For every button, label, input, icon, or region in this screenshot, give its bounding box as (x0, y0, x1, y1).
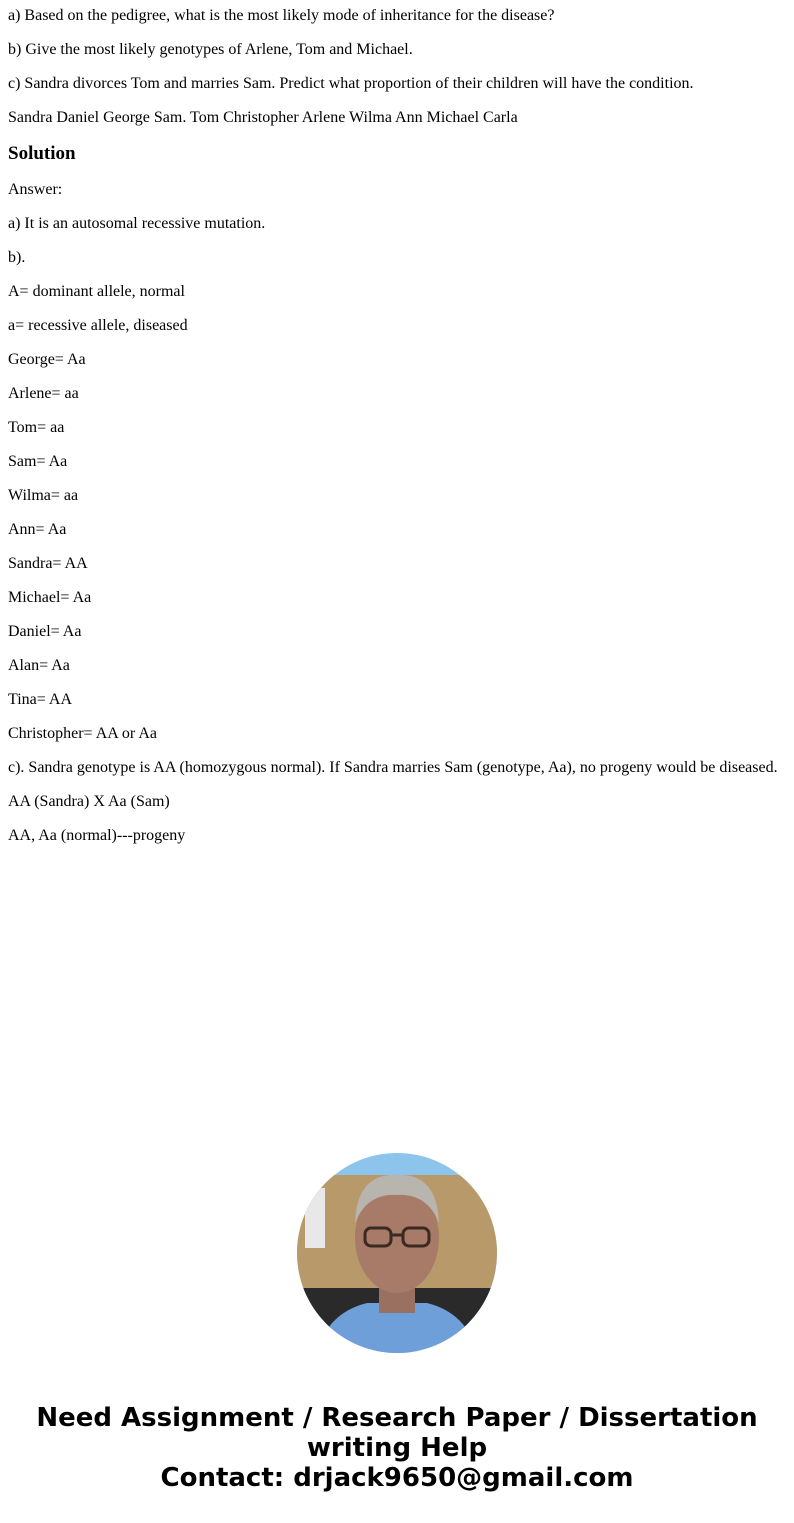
answer-line: A= dominant allele, normal (8, 283, 185, 300)
answer-line: b). (8, 249, 26, 266)
question-b: b) Give the most likely genotypes of Arlene, Tom and Michael. (8, 41, 413, 58)
answer-line: Ann= Aa (8, 521, 67, 538)
pedigree-names: Sandra Daniel George Sam. Tom Christopher Arlene Wilma Ann Michael Carla (8, 109, 518, 126)
answer-line: Tina= AA (8, 691, 73, 708)
question-a: a) Based on the pedigree, what is the most likely mode of inheritance for the disease? (8, 7, 555, 24)
answer-line: a= recessive allele, diseased (8, 317, 188, 334)
answer-line: Alan= Aa (8, 657, 70, 674)
footer-line-2: writing Help (306, 1433, 488, 1463)
answer-section (8, 181, 788, 845)
answer-line: Daniel= Aa (8, 623, 82, 640)
answer-line: Christopher= AA or Aa (8, 725, 158, 742)
answer-line: Michael= Aa (8, 589, 92, 606)
answer-line: Wilma= aa (8, 487, 79, 504)
answer-line: Tom= aa (8, 419, 65, 436)
footer-line-1: Need Assignment / Research Paper / Dissertation (36, 1403, 758, 1433)
document-body (8, 7, 788, 861)
solution-heading: Solution (8, 143, 76, 164)
answer-line: Sandra= AA (8, 555, 88, 572)
answer-line: Answer: (8, 181, 63, 198)
answer-line: Sam= Aa (8, 453, 68, 470)
answer-line: AA (Sandra) X Aa (Sam) (8, 793, 170, 810)
author-photo (297, 1153, 497, 1353)
answer-line: AA, Aa (normal)---progeny (8, 827, 186, 844)
footer-contact (0, 1403, 794, 1493)
footer-contact-email: Contact: drjack9650@gmail.com (160, 1463, 634, 1493)
answer-line: George= Aa (8, 351, 86, 368)
question-c: c) Sandra divorces Tom and marries Sam. Predict what proportion of their children will have the condition. (8, 75, 694, 92)
answer-line: a) It is an autosomal recessive mutation. (8, 215, 266, 232)
answer-line: c). Sandra genotype is AA (homozygous normal). If Sandra marries Sam (genotype, Aa), no progeny would be diseased. (8, 759, 778, 776)
answer-line: Arlene= aa (8, 385, 79, 402)
